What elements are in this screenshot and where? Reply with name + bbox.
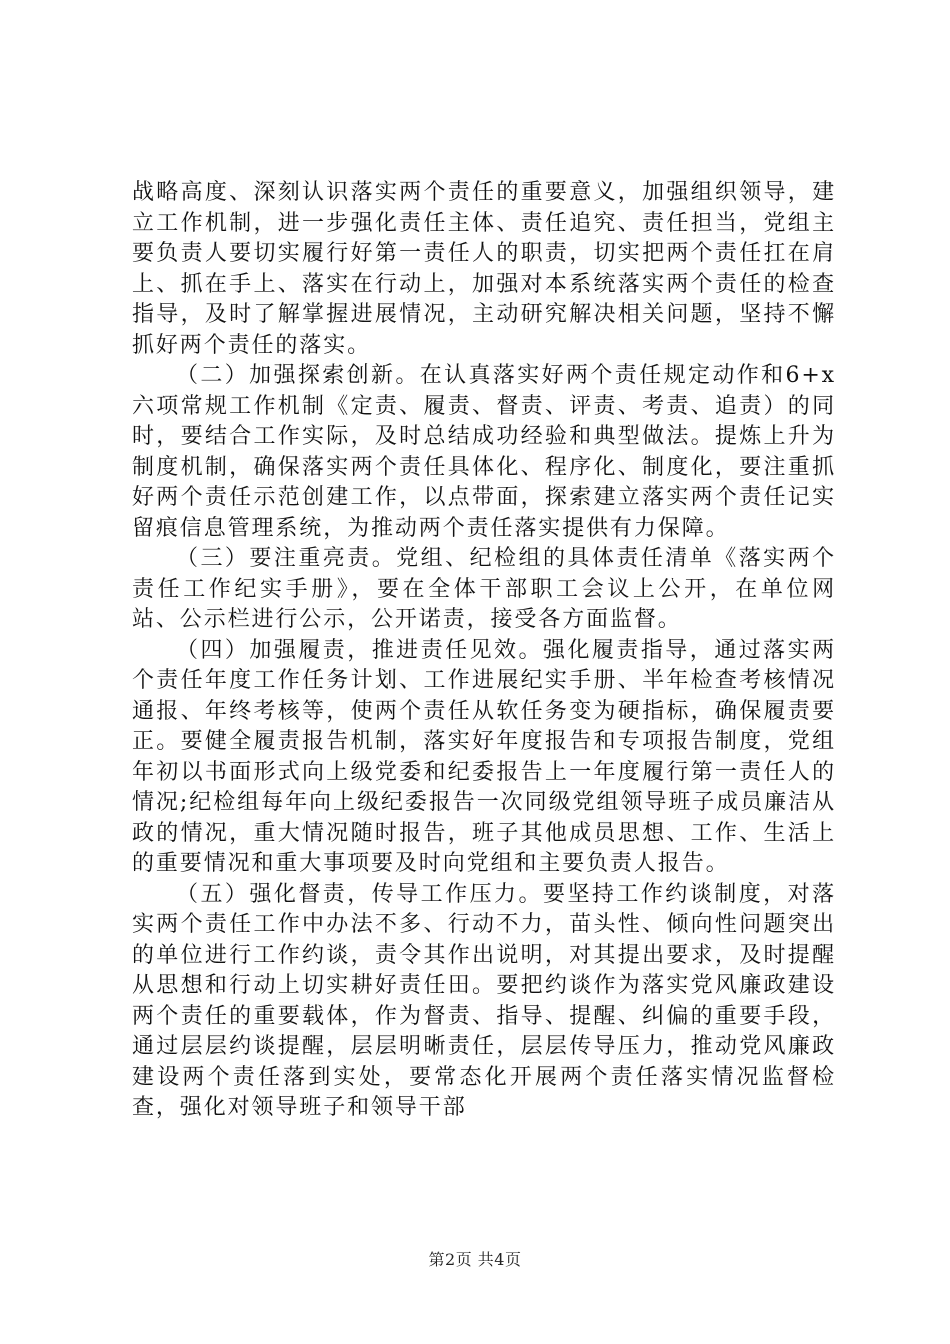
paragraph-section-5: （五）强化督责，传导工作压力。要坚持工作约谈制度，对落实两个责任工作中办法不多、行动不力，苗头性、倾向性问题突出的单位进行工作约谈，责令其作出说明，对其提出要求，及时提醒从思想和行动上切实耕好责任田。要把约谈作为落实党风廉政建设两个责任的重要载体，作为督责、指导、提醒、纠偏的重要手段，通过层层约谈提醒，层层明晰责任，层层传导压力，推动党风廉政建设两个责任落到实处，要常态化开展两个责任落实情况监督检查，强化对领导班子和领导干部 (132, 881, 836, 1120)
page-number-footer: 第2页 共4页 (428, 1250, 522, 1269)
document-body (132, 178, 836, 1124)
paragraph-continuation: 战略高度、深刻认识落实两个责任的重要意义，加强组织领导，建立工作机制，进一步强化责任主体、责任追究、责任担当，党组主要负责人要切实履行好第一责任人的职责，切实把两个责任扛在肩上、抓在手上、落实在行动上，加强对本系统落实两个责任的检查指导，及时了解掌握进展情况，主动研究解决相关问题，坚持不懈抓好两个责任的落实。 (132, 180, 836, 358)
paragraph-section-2: （二）加强探索创新。在认真落实好两个责任规定动作和6+x六项常规工作机制《定责、履责、督责、评责、考责、追责）的同时，要结合工作实际，及时总结成功经验和典型做法。提炼上升为制度机制，确保落实两个责任具体化、程序化、制度化，要注重抓好两个责任示范创建工作，以点带面，探索建立落实两个责任记实留痕信息管理系统，为推动两个责任落实提供有力保障。 (132, 363, 836, 541)
paragraph-section-4: （四）加强履责，推进责任见效。强化履责指导，通过落实两个责任年度工作任务计划、工作进展纪实手册、半年检查考核情况通报、年终考核等，使两个责任从软任务变为硬指标，确保履责要正。要健全履责报告机制，落实好年度报告和专项报告制度，党组年初以书面形式向上级党委和纪委报告上一年度履行第一责任人的情况;纪检组每年向上级纪委报告一次同级党组领导班子成员廉洁从政的情况，重大情况随时报告，班子其他成员思想、工作、生活上的重要情况和重大事项要及时向党组和主要负责人报告。 (132, 637, 836, 876)
paragraph-section-3: （三）要注重亮责。党组、纪检组的具体责任清单《落实两个责任工作纪实手册》，要在全体干部职工会议上公开，在单位网站、公示栏进行公示，公开诺责，接受各方面监督。 (132, 546, 836, 632)
